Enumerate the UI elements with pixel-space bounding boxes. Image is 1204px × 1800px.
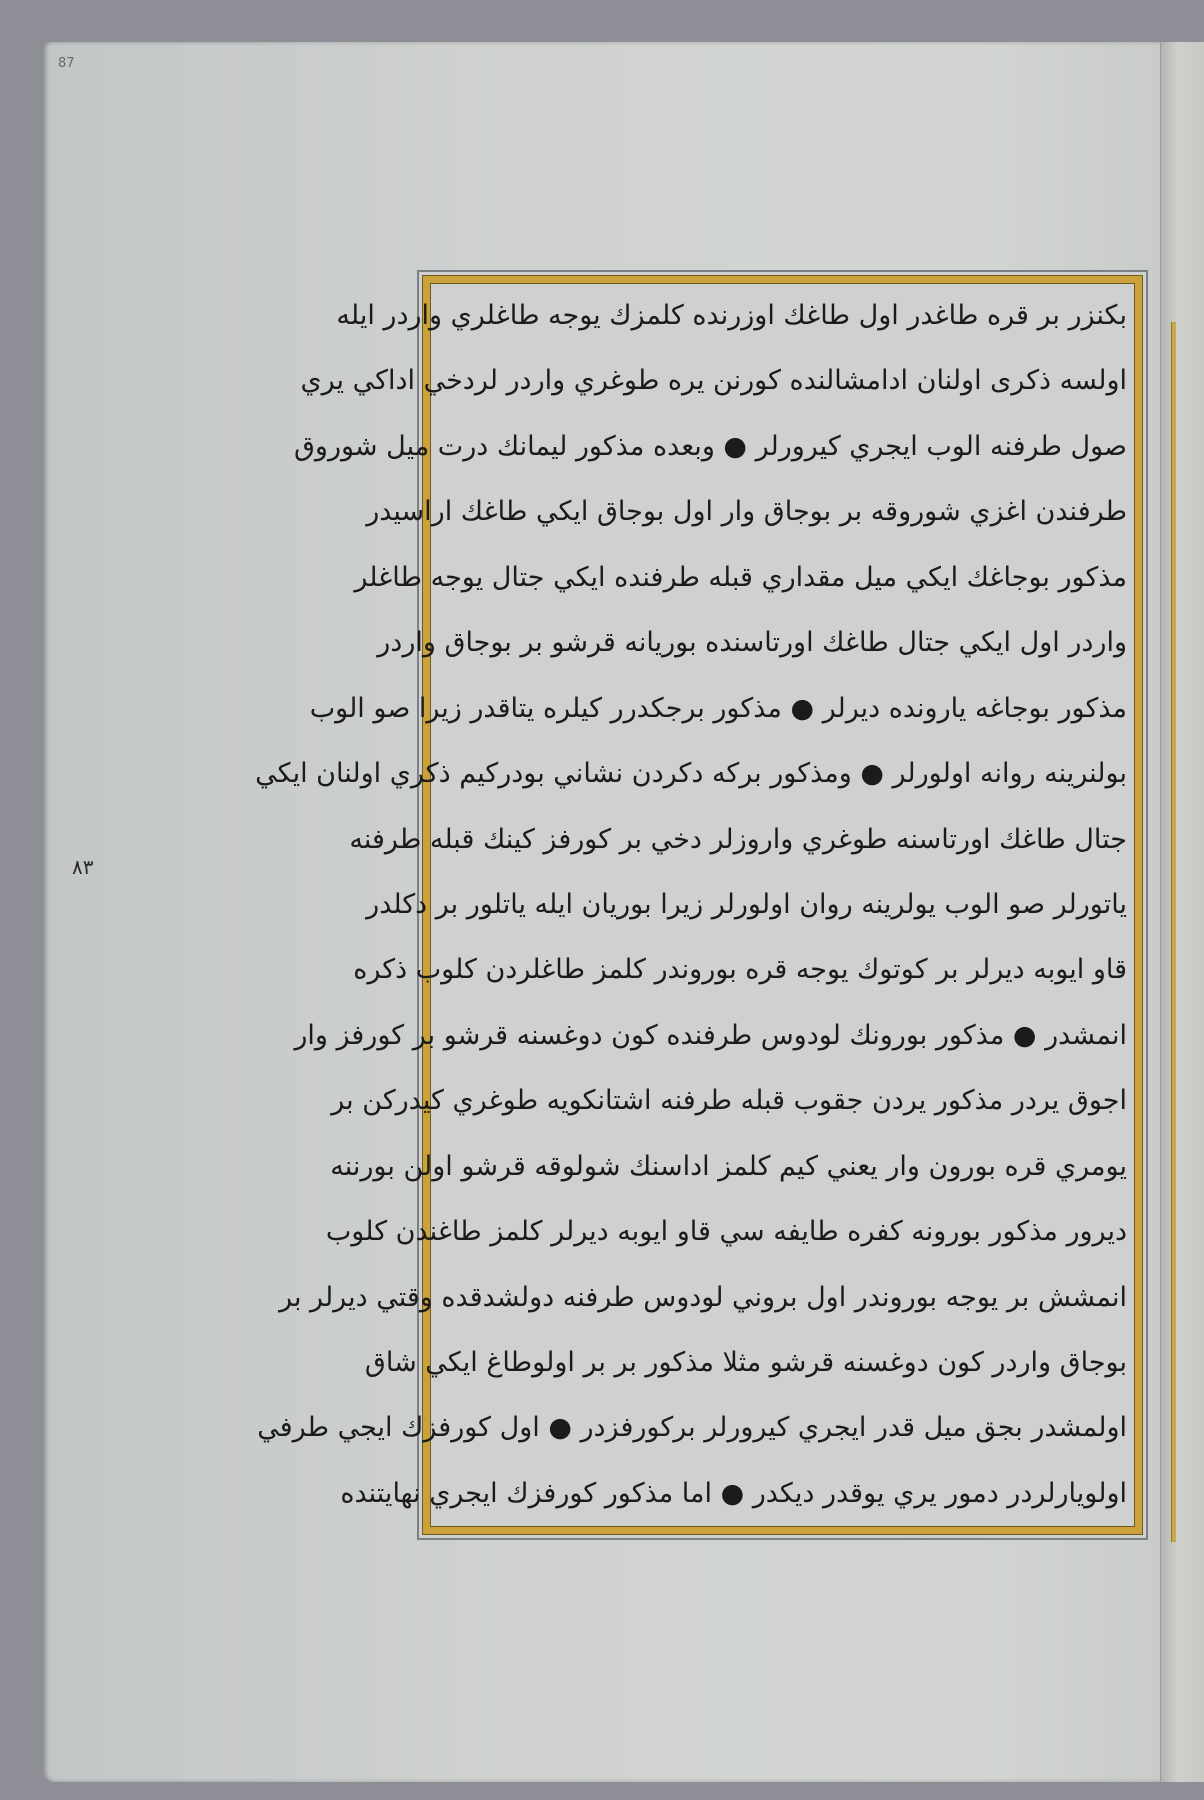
text-line: اجوق يردر مذكور يردن جقوب قبله طرفنه اشتانكويه طوغري كيدركن بر [331,1085,1127,1117]
text-line: طرفندن اغزي شوروقه بر بوجاق وار اول بوجاق ايكي طاغك اراسيدر [366,496,1127,528]
margin-page-number: ٨٣ [72,855,94,879]
text-line: ياتورلر صو الوب يولرينه روان اولورلر زيرا بوريان ايله ياتلور بر دكلدر [366,888,1127,920]
text-line: مذكور بوجاغك ايكي ميل مقداري قبله طرفنده ايكي جتال يوجه طاغلر [354,561,1127,593]
text-line: قاو ايوبه ديرلر بر كوتوك يوجه قره بوروندر كلمز طاغلردن كلوب ذكره [353,954,1127,986]
text-line: انمشش بر يوجه بوروندر اول بروني لودوس طرفنه دولشدقده وقتي ديرلر بر [279,1281,1127,1313]
adjacent-page-edge [1160,42,1204,1782]
text-line: اولسه ذكرى اولنان ادامشالنده كورنن يره طوغري واردر لردخي اداكي يري [300,365,1127,397]
text-line: اولمشدر بجق ميل قدر ايجري كيرورلر بركورفزدر ● اول كورفزك ايجي طرفي [257,1412,1127,1444]
text-line: جتال طاغك اورتاسنه طوغري واروزلر دخي بر كورفز كينك قبله طرفنه [349,823,1127,855]
text-line: صول طرفنه الوب ايجري كيرورلر ● وبعده مذكور ليمانك درت ميل شوروق [293,430,1127,462]
text-line: بكنزر بر قره طاغدر اول طاغك اوزرنده كلمزك يوجه طاغلري واردر ايله [336,300,1127,331]
adjacent-page-gold-rule [1171,322,1176,1542]
text-line: بولنرينه روانه اولورلر ● ومذكور بركه دكردن نشاني بودركيم ذكري اولنان ايكي [255,758,1127,790]
text-line: انمشدر ● مذكور بورونك لودوس طرفنده كون دوغسنه قرشو بر كورفز وار [294,1019,1127,1051]
text-line: يومري قره بورون وار يعني كيم كلمز اداسنك شولوقه قرشو اولن بورننه [330,1150,1127,1182]
text-line: اولويارلردر دمور يري يوقدر ديكدر ● اما مذكور كورفزك ايجري نهايتنده [340,1477,1127,1509]
text-line: بوجاق واردر كون دوغسنه قرشو مثلا مذكور بر بر اولوطاغ ايكي شاق [364,1347,1127,1378]
folio-number: 87 [58,56,75,71]
text-line: ديرور مذكور بورونه كفره طايفه سي قاو ايوبه ديرلر كلمز طاغندن كلوب [325,1216,1127,1248]
text-line: مذكور بوجاغه يارونده ديرلر ● مذكور برجكدرر كيلره يتاقدر زيرا صو الوب [309,692,1127,724]
text-block [255,284,1133,1526]
text-line: واردر اول ايكي جتال طاغك اورتاسنده بوريانه قرشو بر بوجاق واردر [377,627,1127,659]
